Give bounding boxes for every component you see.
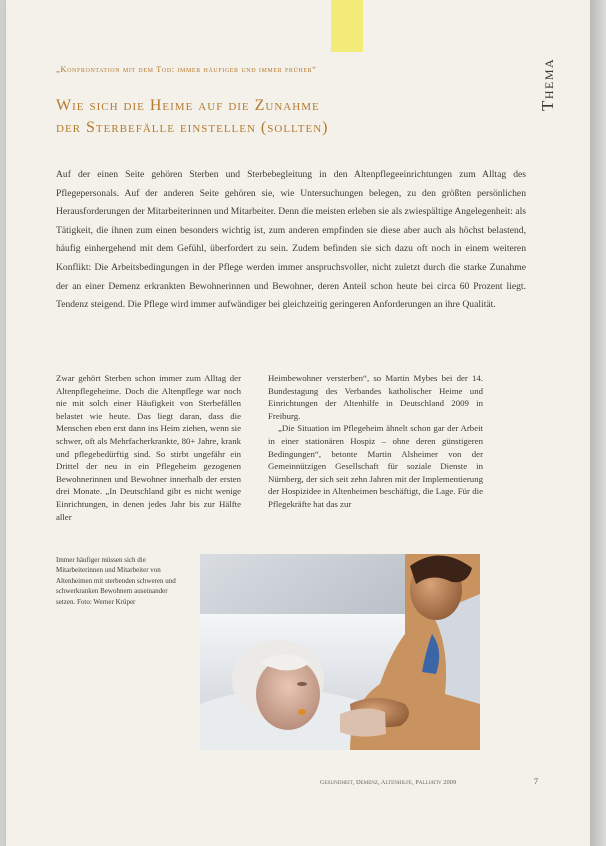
section-label: Thema bbox=[538, 58, 557, 112]
page-edge-shadow bbox=[590, 0, 606, 846]
headline-line-2: der Sterbefälle einstellen (sollten) bbox=[56, 119, 329, 136]
page-number: 7 bbox=[534, 777, 538, 786]
body-paragraph: Heimbewohner versterben“, so Martin Mybes bei der 14. Bundestagung des Verbandes katholischer Heime und Einrichtungen der Altenhilfe in Deutschland 2009 in Freiburg. bbox=[268, 373, 483, 421]
kicker-line: „Konfrontation mit dem Tod: immer häufiger und immer früher“ bbox=[56, 64, 317, 74]
photo-caption: Immer häufiger müssen sich die Mitarbeiterinnen und Mitarbeiter von Altenheimen mit sterbenden schweren und schwerkranken Bewohnern auseinander setzen. Foto: Werner Krüper bbox=[56, 556, 176, 606]
photo-illustration bbox=[200, 554, 480, 750]
headline-line-1: Wie sich die Heime auf die Zunahme bbox=[56, 97, 320, 114]
body-column-1 bbox=[56, 372, 241, 523]
page-footer: Gesundheit, Demenz, Altenhilfe, Palliativ 2009 bbox=[320, 779, 457, 786]
sticky-note bbox=[331, 0, 363, 52]
body-paragraph: Zwar gehört Sterben schon immer zum Alltag der Altenpflegeheime. Doch die Altenpflege war noch nie mit solch einer Häufigkeit von Sterbefällen belastet wie heute. Das liegt daran, dass die Menschen eben erst dann ins Heim ziehen, wenn sie schwer, oft als Mehrfacherkrankte, 80+ Jahre, krank und pflegebedürftig sind. So stirbt ungefähr ein Drittel der neu in ein Pflegeheim gezogenen Bewohnerinnen und Bewohner innerhalb der ersten drei Monate. „In Deutschland gibt es nicht wenige Einrichtungen, in denen jedes Jahr bis zur Hälfte aller bbox=[56, 373, 241, 522]
lead-paragraph: Auf der einen Seite gehören Sterben und Sterbebegleitung in den Altenpflegeeinrichtungen zum Alltag des Pflegepersonals. Auf der anderen Seite gehören sie, wie Untersuchungen belegen, zu den größten persönlichen Herausforderungen der Mitarbeiterinnen und Mitarbeiter. Denn die meisten erleben sie als zwiespältige Angelegenheit: als Tätigkeit, die ihnen zum einen besonders wichtig ist, zum anderen empfinden sie diese aber auch als höchst belastend, häufig einhergehend mit dem Gefühl, überfordert zu sein. Zudem befinden sie sich dazu oft noch in einem weiteren Konflikt: Die Arbeitsbedingungen in der Pflege werden immer anspruchsvoller, nicht zuletzt durch die starke Zunahme der an einer Demenz erkrankten Bewohnerinnen und Bewohner, deren Anteil schon heute bei circa 60 Prozent liegt. Tendenz steigend. Die Pflege wird immer aufwändiger bei gleichzeitig geringeren Anforderungen an ihre Qualität. bbox=[56, 169, 526, 311]
body-paragraph: „Die Situation im Pflegeheim ähnelt schon gar der Arbeit in einer stationären Hospiz – ohne deren günstigeren Bedingungen“, betonte Martin Alsheimer von der Gemeinnützigen Gesellschaft für soziale Dienste in Nürnberg, der sich seit zehn Jahren mit der Implementierung der Hospizidee in Altenheimen beschäftigt, die Lage. Für die Pflegekräfte hat das zur bbox=[268, 423, 483, 509]
body-column-2 bbox=[268, 372, 483, 511]
article-photo bbox=[200, 554, 480, 750]
article-headline bbox=[56, 95, 486, 139]
magazine-page bbox=[6, 0, 590, 846]
